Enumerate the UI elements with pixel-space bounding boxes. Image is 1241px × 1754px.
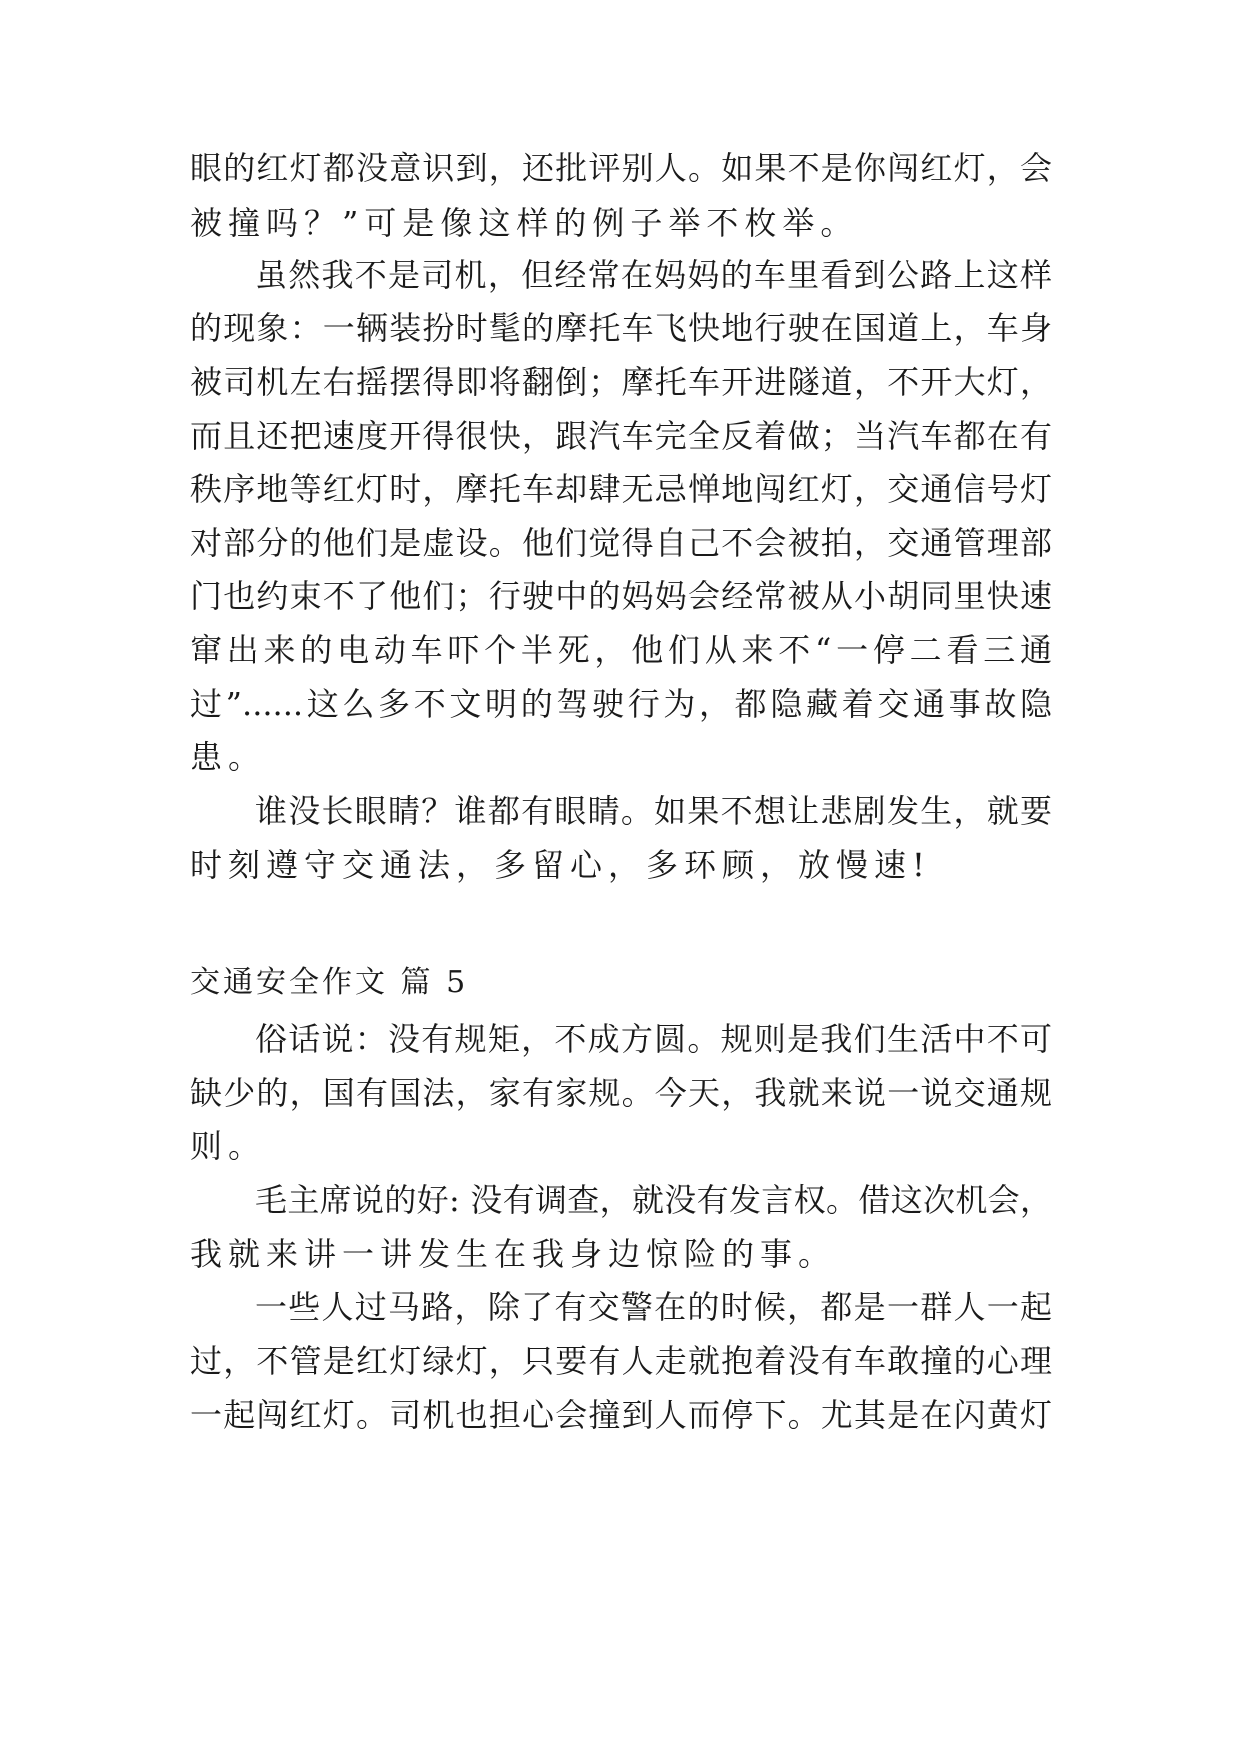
paragraph-line: 被司机左右摇摆得即将翻倒；摩托车开进隧道，不开大灯， (190, 363, 1052, 401)
paragraph-line: 一些人过马路，除了有交警在的时候，都是一群人一起 (255, 1288, 1052, 1326)
paragraph-line: 窜出来的电动车吓个半死，他们从来不“一停二看三通 (190, 631, 1052, 669)
paragraph-line: 谁没长眼睛？谁都有眼睛。如果不想让悲剧发生，就要 (255, 792, 1052, 830)
paragraph-line: 毛主席说的好: 没有调查，就没有发言权。借这次机会， (255, 1181, 1052, 1219)
paragraph-line: 对部分的他们是虚设。他们觉得自己不会被拍，交通管理部 (190, 524, 1052, 562)
paragraph-line: 一起闯红灯。司机也担心会撞到人而停下。尤其是在闪黄灯 (190, 1396, 1052, 1434)
paragraph-line: 过，不管是红灯绿灯，只要有人走就抱着没有车敢撞的心理 (190, 1342, 1052, 1380)
paragraph-line: 而且还把速度开得很快，跟汽车完全反着做；当汽车都在有 (190, 417, 1052, 455)
paragraph-line: 虽然我不是司机，但经常在妈妈的车里看到公路上这样 (255, 256, 1052, 294)
paragraph-line: 过”......这么多不文明的驾驶行为，都隐藏着交通事故隐 (190, 685, 1052, 723)
section-heading: 交通安全作文 篇 5 (190, 965, 469, 1000)
paragraph-line: 秩序地等红灯时，摩托车却肆无忌惮地闯红灯，交通信号灯 (190, 470, 1052, 508)
paragraph-line: 患。 (190, 738, 267, 776)
paragraph-line: 门也约束不了他们；行驶中的妈妈会经常被从小胡同里快速 (190, 577, 1052, 615)
paragraph-line: 的现象：一辆装扮时髦的摩托车飞快地行驶在国道上，车身 (190, 309, 1052, 347)
paragraph-line: 则。 (190, 1127, 267, 1165)
paragraph-line: 被撞吗？”可是像这样的例子举不枚举。 (190, 204, 859, 242)
paragraph-line: 我就来讲一讲发生在我身边惊险的事。 (190, 1235, 837, 1273)
paragraph-line: 时刻遵守交通法，多留心，多环顾，放慢速! (190, 846, 931, 884)
paragraph-line: 俗话说：没有规矩，不成方圆。规则是我们生活中不可 (255, 1020, 1052, 1058)
paragraph-line: 缺少的，国有国法，家有家规。今天，我就来说一说交通规 (190, 1074, 1052, 1112)
paragraph-line: 眼的红灯都没意识到，还批评别人。如果不是你闯红灯，会 (190, 149, 1052, 187)
